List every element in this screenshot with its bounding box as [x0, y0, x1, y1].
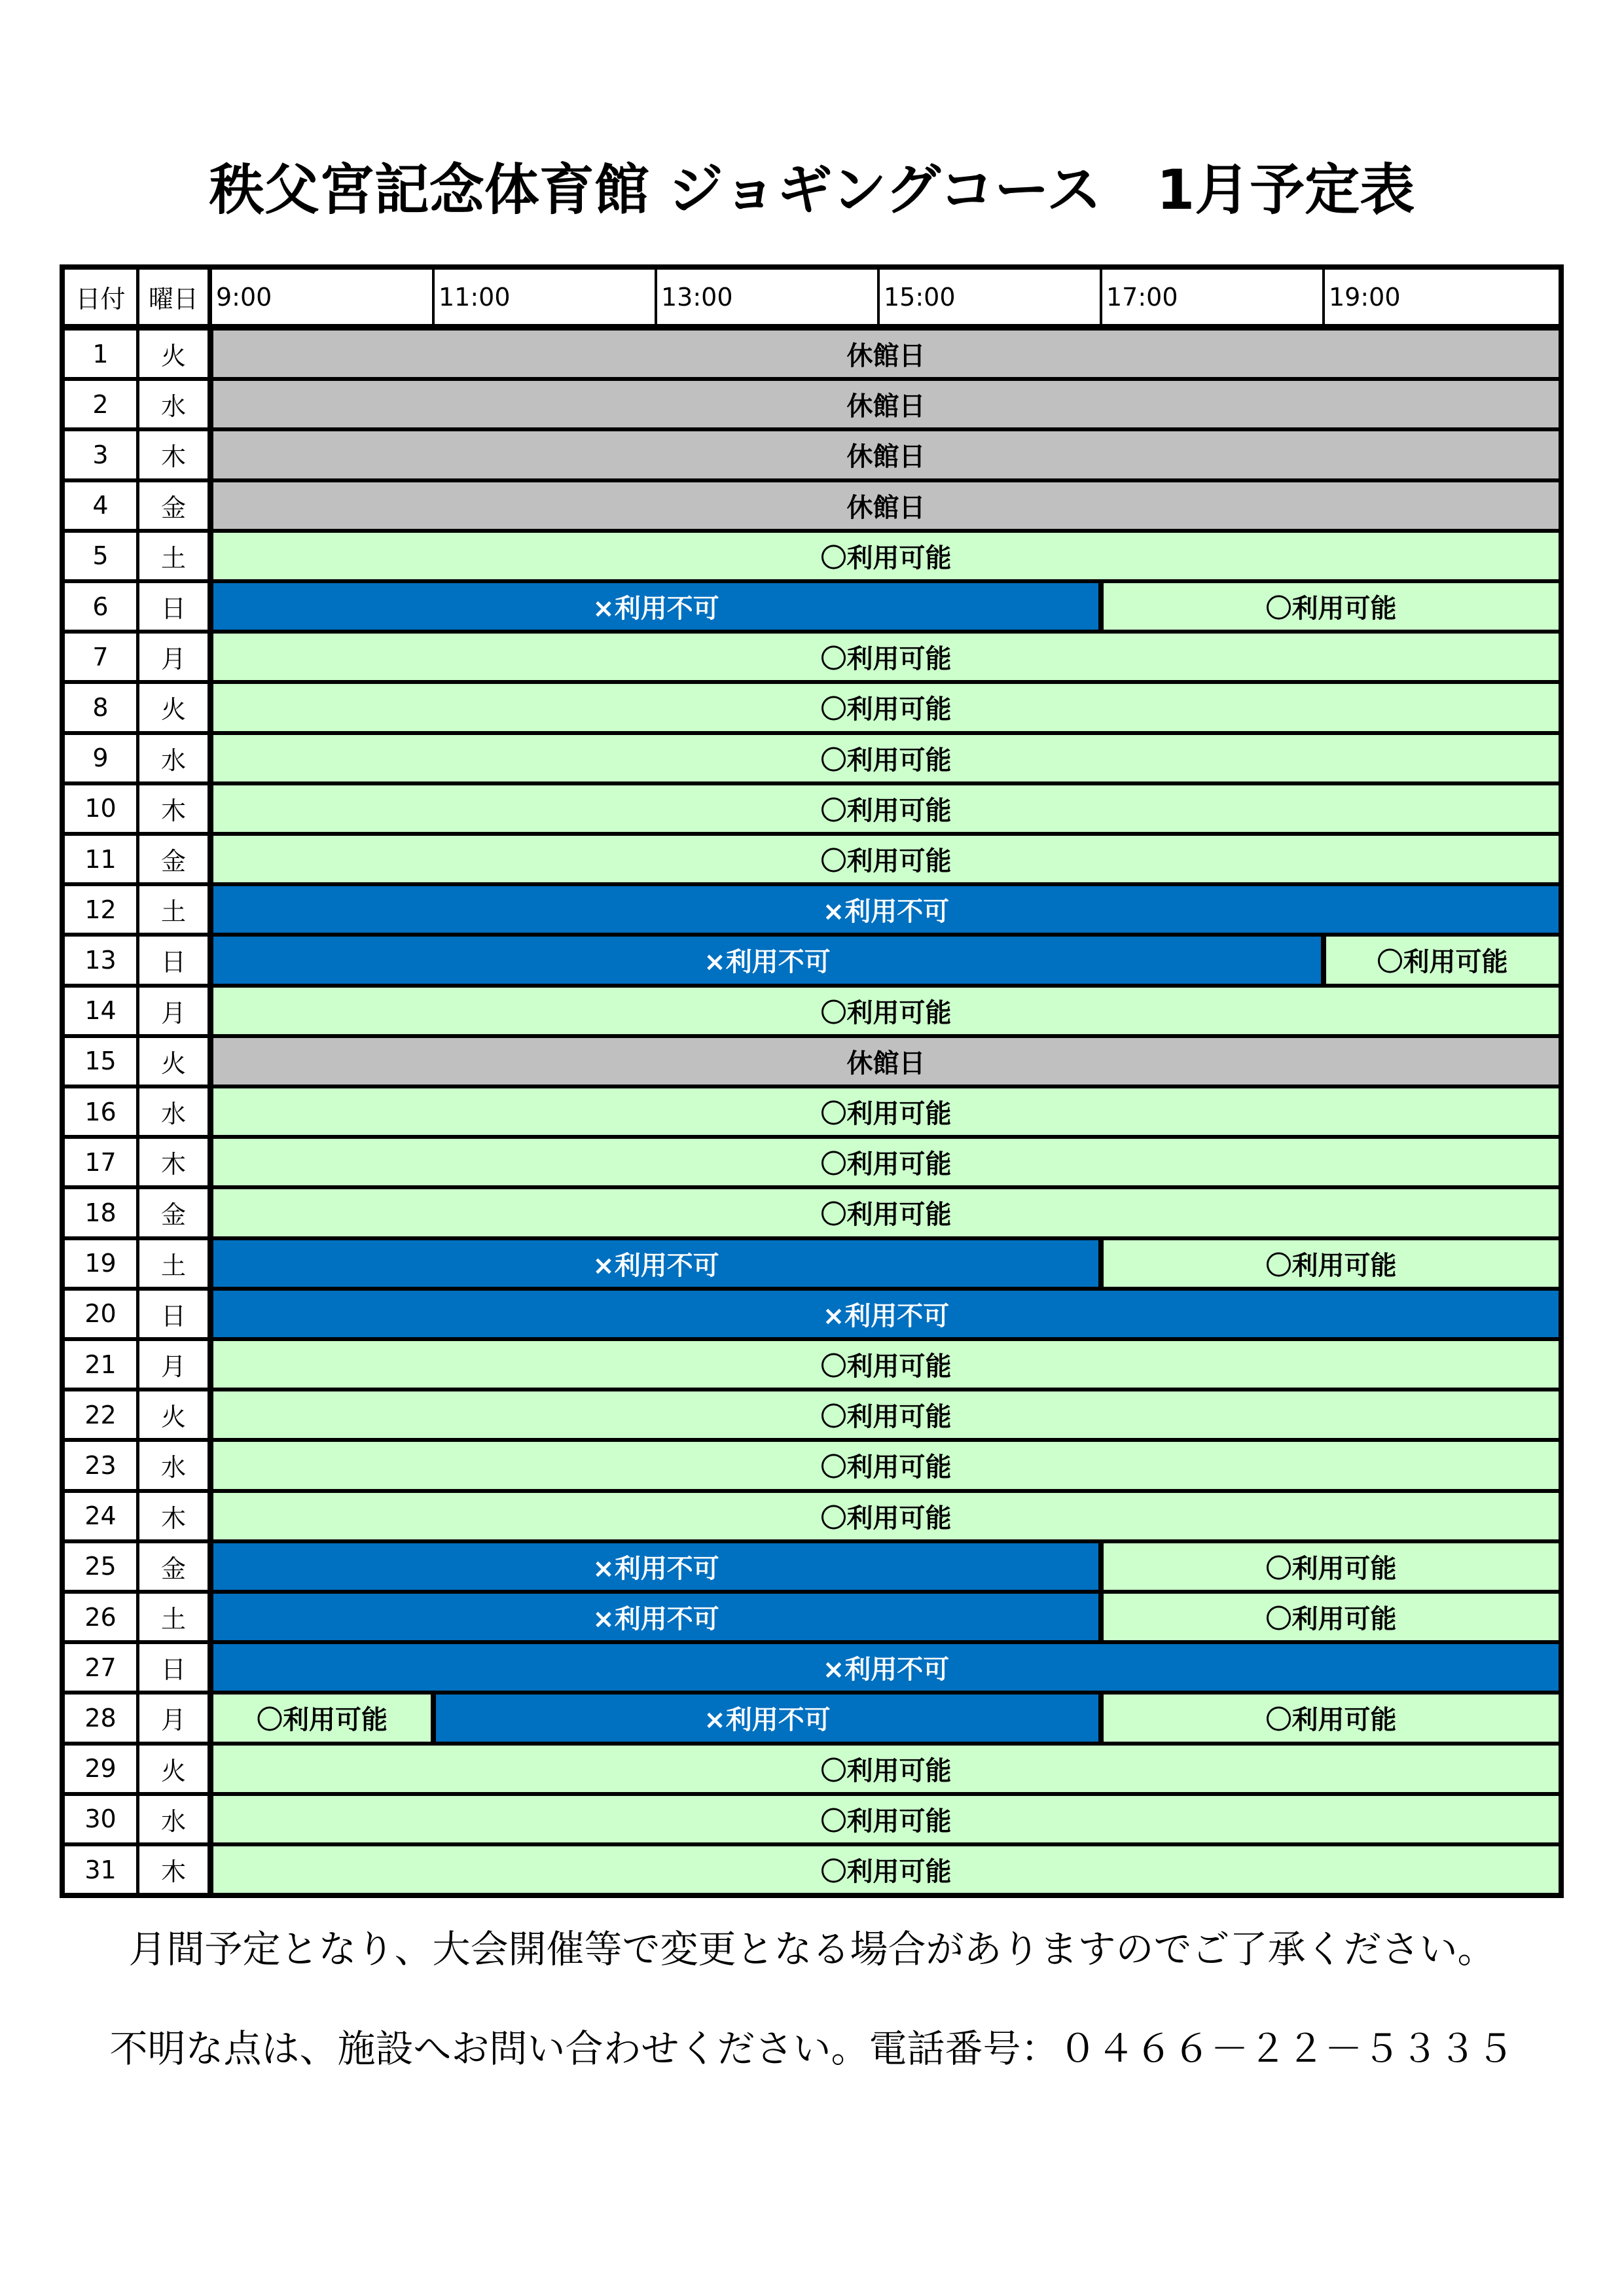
day-row: [60, 1034, 1564, 1085]
day-row: [60, 1590, 1564, 1640]
slot-unavailable: ×利用不可: [213, 937, 1321, 983]
date-cell: 15: [65, 1038, 136, 1085]
slot-available: 〇利用可能: [213, 785, 1559, 832]
date-cell: 8: [65, 684, 136, 730]
slot-available: 〇利用可能: [213, 533, 1559, 579]
weekday-cell: 土: [139, 533, 208, 579]
weekday-cell: 日: [139, 583, 208, 630]
date-cell: 22: [65, 1391, 136, 1438]
date-cell: 24: [65, 1493, 136, 1539]
weekday-cell: 水: [139, 735, 208, 781]
day-row: [60, 933, 1564, 983]
date-cell: 7: [65, 634, 136, 680]
weekday-cell: 木: [139, 1139, 208, 1185]
slot-unavailable: ×利用不可: [213, 886, 1559, 933]
weekday-cell: 火: [139, 1746, 208, 1792]
weekday-cell: 金: [139, 482, 208, 529]
schedule-table: [60, 264, 1564, 1898]
slot-unavailable: ×利用不可: [213, 1594, 1098, 1640]
weekday-cell: 月: [139, 988, 208, 1034]
day-row: [60, 1388, 1564, 1438]
weekday-cell: 月: [139, 1341, 208, 1388]
slot-unavailable: ×利用不可: [213, 1291, 1559, 1337]
weekday-cell: 水: [139, 381, 208, 427]
date-cell: 27: [65, 1644, 136, 1691]
day-row: [60, 478, 1564, 529]
weekday-cell: 金: [139, 1543, 208, 1590]
slot-available: 〇利用可能: [213, 1796, 1559, 1842]
date-cell: 11: [65, 836, 136, 882]
weekday-cell: 月: [139, 634, 208, 680]
day-row: [60, 984, 1564, 1034]
slot-closed: 休館日: [213, 331, 1559, 377]
date-cell: 5: [65, 533, 136, 579]
date-cell: 4: [65, 482, 136, 529]
time-header-11: 11:00: [435, 270, 655, 324]
weekday-column-header: 曜日: [139, 270, 208, 324]
weekday-cell: 木: [139, 431, 208, 478]
date-cell: 1: [65, 331, 136, 377]
slot-unavailable: ×利用不可: [436, 1695, 1098, 1741]
day-row: [60, 781, 1564, 832]
day-row: [60, 1792, 1564, 1842]
weekday-cell: 日: [139, 1644, 208, 1691]
slot-available: 〇利用可能: [1326, 937, 1559, 983]
slot-available: 〇利用可能: [1104, 1594, 1559, 1640]
weekday-cell: 金: [139, 1189, 208, 1236]
date-cell: 10: [65, 785, 136, 832]
date-cell: 3: [65, 431, 136, 478]
day-row: [60, 377, 1564, 427]
weekday-cell: 火: [139, 331, 208, 377]
day-row: [60, 327, 1564, 377]
date-cell: 23: [65, 1442, 136, 1488]
date-cell: 31: [65, 1846, 136, 1893]
date-cell: 13: [65, 937, 136, 983]
slot-unavailable: ×利用不可: [213, 1240, 1098, 1287]
weekday-cell: 火: [139, 684, 208, 730]
slot-available: 〇利用可能: [213, 1391, 1559, 1438]
weekday-cell: 木: [139, 1846, 208, 1893]
slot-available: 〇利用可能: [213, 1088, 1559, 1135]
time-header-19: 19:00: [1325, 270, 1559, 324]
weekday-cell: 月: [139, 1695, 208, 1741]
day-row: [60, 1539, 1564, 1590]
day-row: [60, 630, 1564, 680]
slot-closed: 休館日: [213, 381, 1559, 427]
weekday-cell: 土: [139, 886, 208, 933]
date-cell: 12: [65, 886, 136, 933]
header-row: [60, 264, 1564, 327]
day-row: [60, 1337, 1564, 1388]
date-cell: 6: [65, 583, 136, 630]
day-row: [60, 1135, 1564, 1185]
day-row: [60, 680, 1564, 730]
weekday-cell: 水: [139, 1796, 208, 1842]
contact-notice: 不明な点は、施設へお問い合わせください。電話番号：０４６６－２２－５３３５: [109, 2026, 1515, 2071]
slot-available: 〇利用可能: [1104, 1240, 1559, 1287]
slot-available: 〇利用可能: [213, 735, 1559, 781]
slot-available: 〇利用可能: [213, 1746, 1559, 1792]
day-row: [60, 1640, 1564, 1691]
date-cell: 29: [65, 1746, 136, 1792]
weekday-cell: 土: [139, 1240, 208, 1287]
day-row: [60, 427, 1564, 478]
date-cell: 2: [65, 381, 136, 427]
slot-available: 〇利用可能: [213, 1341, 1559, 1388]
slot-available: 〇利用可能: [1104, 583, 1559, 630]
date-cell: 30: [65, 1796, 136, 1842]
day-row: [60, 1489, 1564, 1539]
day-row: [60, 1842, 1564, 1893]
slot-available: 〇利用可能: [213, 1493, 1559, 1539]
slot-closed: 休館日: [213, 431, 1559, 478]
date-cell: 16: [65, 1088, 136, 1135]
day-row: [60, 1287, 1564, 1337]
date-cell: 26: [65, 1594, 136, 1640]
slot-closed: 休館日: [213, 1038, 1559, 1085]
slot-available: 〇利用可能: [213, 1442, 1559, 1488]
weekday-cell: 土: [139, 1594, 208, 1640]
day-row: [60, 882, 1564, 933]
day-row: [60, 731, 1564, 781]
day-row: [60, 1742, 1564, 1792]
slot-available: 〇利用可能: [1104, 1695, 1559, 1741]
weekday-cell: 木: [139, 785, 208, 832]
date-cell: 18: [65, 1189, 136, 1236]
day-row: [60, 1085, 1564, 1135]
day-row: [60, 1185, 1564, 1236]
date-cell: 9: [65, 735, 136, 781]
date-cell: 25: [65, 1543, 136, 1590]
date-cell: 19: [65, 1240, 136, 1287]
time-header-17: 17:00: [1102, 270, 1322, 324]
page-title: 秩父宮記念体育館 ジョギングコース 1月予定表: [209, 158, 1415, 222]
slot-available: 〇利用可能: [213, 684, 1559, 730]
weekday-cell: 木: [139, 1493, 208, 1539]
weekday-cell: 日: [139, 1291, 208, 1337]
time-header-15: 15:00: [880, 270, 1100, 324]
date-cell: 14: [65, 988, 136, 1034]
slot-closed: 休館日: [213, 482, 1559, 529]
weekday-cell: 日: [139, 937, 208, 983]
weekday-cell: 金: [139, 836, 208, 882]
slot-available: 〇利用可能: [1104, 1543, 1559, 1590]
date-cell: 28: [65, 1695, 136, 1741]
day-row: [60, 579, 1564, 630]
schedule-notice: 月間予定となり、大会開催等で変更となる場合がありますのでご了承ください。: [128, 1927, 1496, 1971]
slot-available: 〇利用可能: [213, 634, 1559, 680]
slot-unavailable: ×利用不可: [213, 1644, 1559, 1691]
weekday-cell: 水: [139, 1088, 208, 1135]
slot-available: 〇利用可能: [213, 1846, 1559, 1893]
weekday-cell: 火: [139, 1038, 208, 1085]
date-cell: 17: [65, 1139, 136, 1185]
date-cell: 20: [65, 1291, 136, 1337]
date-column-header: 日付: [65, 270, 136, 324]
day-row: [60, 529, 1564, 579]
time-header-13: 13:00: [657, 270, 877, 324]
day-row: [60, 1691, 1564, 1741]
slot-available: 〇利用可能: [213, 836, 1559, 882]
slot-available: 〇利用可能: [213, 1189, 1559, 1236]
time-header-9: 9:00: [212, 270, 432, 324]
day-row: [60, 832, 1564, 882]
weekday-cell: 水: [139, 1442, 208, 1488]
slot-unavailable: ×利用不可: [213, 583, 1098, 630]
slot-available: 〇利用可能: [213, 988, 1559, 1034]
day-row: [60, 1438, 1564, 1488]
day-row: [60, 1236, 1564, 1287]
weekday-cell: 火: [139, 1391, 208, 1438]
date-cell: 21: [65, 1341, 136, 1388]
slot-available: 〇利用可能: [213, 1139, 1559, 1185]
slot-unavailable: ×利用不可: [213, 1543, 1098, 1590]
slot-available: 〇利用可能: [213, 1695, 431, 1741]
